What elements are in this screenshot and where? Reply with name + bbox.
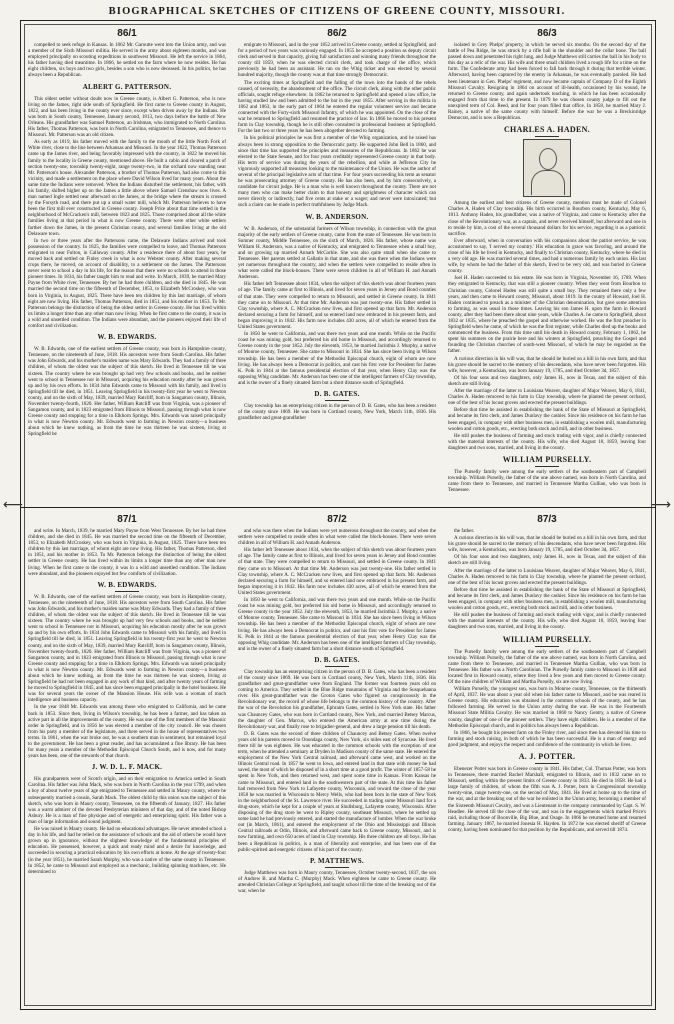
biography-heading: A. J. POTTER.: [448, 752, 646, 764]
biography-paragraph: This oldest settler without doubt now in Greene county, is Albert G. Patterson, who is now living on the James, right side south of Springfield. He first came to Greene county in August, 1822, and has been living in the county ever since, except when driven away by the Indians. He was born in South county, Tennessee, January second, 1813, two days before the battle of New Orleans. His grandfather was Samuel Patterson, an Irishman, who immigrated to North Carolina. His father, Thomas Patterson, was born in North Carolina, emigrated to Tennessee, and thence to Missouri. Mr. Patterson was an old citizen.: [28, 95, 226, 139]
biography-paragraph: A curious direction in his will was, that he should be buried on a hill in his own farm, and that his grave should be sacred to the memory of his descendants, who have never been forgotten. His wife, however, a Kentuckian, was born January 19, 1785, and died October 3d, 1857.: [448, 535, 646, 554]
biography-paragraph: W. B. Edwards, one of the earliest settlers of Greene county, was born in Hampshire county, Tennessee, on the nineteenth of June, 1818. His ancestors were from South Carolina. His father was John Edwards, and his mother's maiden name was Mary Edwards. They had a family of three children, of whom the oldest was the subject of this sketch. He lived in Tennessee till he was sixteen. The country where he was brought up had very few schools and books, and he neither went to school in Tennessee nor in Missouri, acquiring his education mostly after he was grown up and by his own efforts. In 1834 John Edwards came to Missouri with his family, and lived in Springfield till he died, in 1851. Leaving Springfield in his twenty-first year he went to Newton county, and on the sixth of May, 1839, married Mary Ratcliff, born in Sangamon county, Illinois, November twenty-fourth, 1820. Her father, William Ratcliff was from Virginia, was a pioneer of Sangamon county, and in 1823 emigrated from Illinois to Missouri, passing through what is now Greene county and stopping for a time in Elkhorn Springs. Mrs. Edwards was raised principally in what is now Newton county. Mr. Edwards went to farming in Newton county—a business about which he knew nothing, as from the time he was thirteen he was sixteen, living at Springfield he had not been engaged in any work of that kind, and after twenty years of farming he moved to Springfield in 1845, and has since been engaged principally in the hotel business. He was for several years the owner of the Mansion House. His wife was a woman of much intelligence and business capacity.: [28, 593, 226, 704]
column-86-2: [238, 28, 436, 502]
biography-paragraph: The Purselly family were among the early settlers of the southeastern part of Campbell township. William Purselly, the father of the one above named, was born in North Carolina, and came from there to Tennessee, and married in Tennessee Martha Gullian, who was born in Tennessee. His father was a North Carolinian. The Purselly family came to Missouri in 1838 and located first in Howard county, where they lived a few years and then moved to Greene county. Of the nine children of William and Martha Purselly, six are now living.: [448, 648, 646, 685]
biography-paragraph: In 1850 he went to California, and was there two years and one month. While on the Pacific coast he was mining gold, but preferred his old home in Missouri, and accordingly returned to Greene county in the year 1852. July the eleventh, 1853, he married Jacinthia J. Murphy, a native of Monroe county, Tennessee. She came to Missouri in 1834. She has since been living in Wilson township. He has been a member of the Methodist Episcopal church, eight of whom are now living. He has always been a Democrat in politics, and cast his first vote for President for James K. Polk in 1844 at the famous presidential election of that year, when Henry Clay was the opposing Whig candidate. Mr. Anderson has been one of the intelligent farmers of Clay township, and is the owner of a finely situated farm but a short distance south of Springfield.: [238, 331, 436, 386]
column-number: 86/2: [327, 28, 347, 39]
biography-paragraph: His grandparents were of Scotch origin, and on their emigration to America settled in South Carolina. His father was John Mack, who was born in North Carolina in the year 1799, and when a boy of about twelve years of age emigrated to Tennessee and settled in Maury county, where he subsequently married a cousin, Sarah Mack. The oldest child by this union was the subject of this sketch, who was born in Maury county, Tennessee, on the fifteenth of January, 1827. His father was a warm admirer of the devoted Presbyterian ministers of that day, and of the noted Bishop Asbury. He is a man of fine physique and of energetic and enterprising spirit. His father was a man of large information and sound judgment.: [28, 776, 226, 825]
biography-heading: CHARLES A. HADEN.: [448, 125, 646, 137]
biography-paragraph: He still pushes the business of farming and stock trading with vigor, and is chiefly connected with the material interests of the county. His wife, who died August 18, 1859, leaving four daughters and two sons, married, and living in the county.: [448, 612, 646, 631]
biography-heading: D. B. GATES.: [238, 656, 436, 667]
portrait-image: [523, 139, 571, 197]
biography-paragraph: After the marriage of the latter to Louisiana Weaver, daughter of Major Weaver, May 6, 1841, Charles A. Haden removed to his farm in Clay township, where he planted the present orchard, one of the best of his locust groves and erected the present buildings.: [448, 567, 646, 586]
biography-paragraph: His father left Tennessee about 1834, when the subject of this sketch was about fourteen years of age. The family came at first to Illinois, and lived for seven years in Jersey and Bond counties of that state. They were compelled to return to Missouri, and settled in Greene county. In 1841 they came on to Missouri. At that time Mr. Anderson was just twenty-one. His father settled in Clay township, where A. C. McCracken now lives, and first opened up that farm. Mr. Anderson declared securing a farm for himself, and so entered land now embraced in his present farm, and began improving it in 1842. His farm now includes 430 acres, all of which he entered from the United States government.: [238, 547, 436, 596]
biography-paragraph: In his political principles he was first a member of the Whig organization, and he raised has always been in strong opposition to the Democratic party. He supported John Bell in 1860, and since that time has supported the principles and measures of the Republicans. In 1862 he was elected to the State Senate, and for four years creditably represented Greene county in that body. His term of service was during the years of the rebellion, and while at Jefferson City he vigorously supported all measures looking to the maintenance of the Union. He was the author of several of the principal legislative acts of that time. For four years succeeding his term as senator he was prosecuting attorney of Greene county. He has also been, and by him consecutively, a candidate for circuit judge. He is a man who is well known throughout the county. There are not many men who can make better claim to that honesty and uprightness of character which can never directly or indirectly, had five cents at stake or a wager; and never were intoxicated; but such a claim can be made in perfect truthfulness by Judge Mack.: [238, 135, 436, 209]
biography-paragraph: emigrate to Missouri, and in the year 1852 arrived in Greene county, settled at Springfield, and for a period of two years was variously engaged. In 1855 he accepted a position as deputy circuit clerk and served in that capacity, giving full satisfaction and winning many friends throughout the county till 1859, when he was elected circuit clerk, and took charge of the office, which previously he had been an assistant. He ran on the Whig ticket and was elected by several hundred majority, though the county was at that time strongly Democratic.: [238, 42, 436, 79]
biography-paragraph: Among the earliest and best citizens of Greene county, mention must be made of Colonel Charles A. Haden of Clay township. His birth occurred in Bourbon county, Kentucky, May 6, 1813. Anthony Haden, his grandfather, was a native of Virginia, and came to Kentucky after the close of the Revolutionary war, as a captain, and never received himself, but afterward and one in to reside by him, a cost of the several thousand dollars for his service, regarding it as a patriotic sacrifice.: [448, 200, 646, 237]
biography-paragraph: In two or three years after the Pattersons came, the Delaware Indians arrived and took possession of the country. In 1825, the families were compelled to leave, and Thomas Patterson emigrated to near Fulton, in Callaway county. After a residence there of about four years, he moved back and settled on Finley creek in what is now Webster county. After making several crops there, he moved, on account of disability, to a settlement on the James. The Pattersons never went to school a day in his life, for the reason that there were no schools to attend in those pioneer times. In 1834, his father taught him to read and write. In March, 1839, he married Mary Payne from White river, Tennessee. By her he had three children, and she died in 1845. He was married the second time on the fifteenth of December, 1853, to Elizabeth McCroskey, who was born in Virginia, in August, 1825. There have been ten children by this last marriage, of whom eight are now living. His father, Thomas Patterson, died in 1851, and his mother in 1853. To Mr. Patterson belongs the distinction of being the oldest settler in Greene county. He has lived within its limits a longer time than any other man now living. When he first came to the county, it was in a wild and unsettled condition. The Indians were abundant, and the pioneers enjoyed their life of comfort and civilization.: [28, 237, 226, 330]
page-right-arrow-icon[interactable]: ⟶: [650, 497, 671, 513]
biography-paragraph: isolated in Grey Phelps' property, in which he served six months. On the second day of the battle of Pea Ridge, he was struck by a rifle ball in the shoulder and the collar bone. The ball passed down and penetrated his right lung, and Judge Matthews still carries the ball in his body to this day as a relic of the war. His wife and three small children lived a rough life for a time on the farm. The Confederate army had been forced to fall back through it during that terrible winter. Afterward, having been captured by the enemy in Arkansas, he was eventually paroled. He had been lieutenant in Gen. Phelps' regiment, and now became captain of Company D of the Eighth Missouri Cavalry. Resigning in 1864 on account of ill-health, occasioned by his wound, he returned to Greene county, and again undertook teaching, in which he has been occasionally engaged from that time to the present. In 1879 he was chosen county judge to fill out the unexpired term of Col. Reed, and for four years filled that office. In 1858, he married Mary J. Rainey, a native of the same county with himself. Before the war he was a Breckinridge Democrat, and is now a Republican.: [448, 42, 646, 122]
biography-paragraph: The exciting times at Springfield and the falling of the town into the hands of the rebels caused, of necessity, the abandonment of the office. The circuit clerk, along with the other public officials, sought refuge elsewhere. In 1862 he returned to Springfield and opened a law office, he having studied law and been admitted to the bar in the year 1855. After serving in the militia in 1862 and 1863, in the early part of 1864 he entered the regular volunteer service and became connected with the Forty-sixth Missouri Infantry, of which he was appointed. On the close of the war he returned to Springfield and resumed the practice of law. In 1866 he moved to his present farm in Clay township, though he is still often consulted in professional business at Springfield. For the last two or three years he has been altogether devoted to farming.: [238, 79, 436, 135]
biography-heading: P. MATTHEWS.: [238, 857, 436, 868]
biography-paragraph: and who was there when the Indians were yet numerous throughout the country, and when the settlers were compelled to reside often in what were called the block-houses. There were seven children in all of William H. and Annath Anderson.: [238, 528, 436, 547]
biography-heading: D. B. GATES.: [238, 390, 436, 401]
biography-paragraph: In the year 1848 Mr. Edwards was among those who emigrated to California, and he came back in 1853. Since then, living in Wilson's township, he has been a farmer, and has taken an active part in all the improvements of the county. He was one of the first members of the Masonic order in Springfield, and in 1856 he was elected a member of the city council. He was chosen from his party a member of the legislature, and there served in the house of representatives two terms. In 1861, when the war broke out, he was a southern man in sentiment, but remained loyal to the government. He has been a great reader, and has accumulated a fine library. He has been for many years a member of the Methodist Episcopal Church South, and is now, and for many years has been, one of the stewards of that church.: [28, 704, 226, 760]
biography-paragraph: Joel H. Haden succeeded to his estate. He was born in Virginia, November 16, 1789. When they emigrated to Kentucky, that was still a pioneer country. When they went from Bourbon to Christian county, Colonel Haden was still quite a small boy. They remained there only a few years, and then came to Howard county, Missouri, about 1819. In the county of Howard, Joel H. Haden continued to preach as a minister of the Christian denomination, but gave some attention to farming, as was usual in those times. Leaving his son James H. upon the farm in Howard county, after they had been there about nine years, while Charles A. he came to Springfield, about 1832 or 1835, where he preached the gospel and otherwise worked. He was the first preacher in Springfield when he came, of which he was the first register, while Charles died up the books and commenced the business. From this time until his death in Howard county, February 1, 1862, he spent his summers on the prairie here and his winters at Springfield, preaching the Gospel and founding the Christian churches of south-west Missouri, of which he may be regarded as the father.: [448, 275, 646, 355]
column-87-1: [28, 514, 226, 1002]
biography-paragraph: the father.: [454, 528, 475, 534]
biography-paragraph: He still pushes the business of farming and stock trading with vigor, and is chiefly connected with the material interests of the county. His wife, who died August 18, 1859, leaving four daughters and two sons, married, and living in the county.: [448, 432, 646, 451]
biography-paragraph: Judge Matthews was born in Maury county, Tennessee, October twenty-second, 1837, the son of Andrew B. and Martha C. (Murphy) Mack. When eighteen he came to Greene county. He attended Christian College at Springfield, and taught school till the time of the breaking out of the war, when he: [238, 869, 436, 894]
page-title: BIOGRAPHICAL SKETCHES OF CITIZENS OF GREENE COUNTY, MISSOURI.: [108, 6, 566, 17]
biography-paragraph: Clay township has an enterprising citizen in the person of D. B. Gates, who has been a resident of the county since 1869. He was born in Cortland county, New York, March 11th, 1836. His grandfather and great-grandfather: [238, 402, 436, 422]
biography-paragraph: Of his four sons and two daughters, only James H., now in Texas, and the subject of this sketch are still living.: [448, 554, 646, 567]
biography-heading: W. B. EDWARDS.: [28, 333, 226, 344]
biography-paragraph: Ebenezer Potter was born in Greene county in 1841. His father, Col. Thomas Potter, was born in Tennessee, there married Rachel Marshall, emigrated to Illinois, and in 1832 came on to Missouri, settling within the present limits of Greene county in 1833. He died in 1858. He had a large family of children, of whom the fifth was A. J. Potter, born in Congressional township twenty-nine, range twenty-one, on the second of May, 1841. He lived at home up to the time of the war, and at the breaking out of the war he enlisted in the Union army, becoming a member of the Sixteenth Missouri Cavalry, and was a Lieutenant in the company commanded by Capt. S. W. Headlee. He served till the close of the war, and was in the engagements which marked Price's raid, including those of Boonville, Big Blue, and Osage. In 1866 he returned home and resumed farming. January 1867, he married Jonesia H. Hayden. In 1872 he was elected sheriff of Greene county, having been nominated for that position by the Republicans, and served till 1874.: [448, 766, 646, 833]
biography-paragraph: In 1866, he bought his present farm on the Finley river, and since then has devoted his time to farming and stock raising, in both of which he has been successful. He is a man of energy and good judgment, and enjoys the respect and confidence of the community in which he lives.: [448, 729, 646, 748]
biography-paragraph: In 1850 he went to California, and was there two years and one month. While on the Pacific coast he was mining gold, but preferred his old home in Missouri, and accordingly returned to Greene county in the year 1852. July the eleventh, 1853, he married Jacinthia J. Murphy, a native of Monroe county, Tennessee. She came to Missouri in 1834. She has since been living in Wilson township. He has been a member of the Methodist Episcopal church, eight of whom are now living. He has always been a Democrat in politics, and cast his first vote for President for James K. Polk in 1844 at the famous presidential election of that year, when Henry Clay was the opposing Whig candidate. Mr. Anderson has been one of the intelligent farmers of Clay township, and is the owner of a finely situated farm but a short distance south of Springfield.: [238, 597, 436, 652]
biography-heading: WILLIAM PURSELLY.: [448, 455, 646, 467]
column-number: 86/1: [117, 28, 137, 39]
column-number: 87/3: [537, 514, 557, 525]
page-divider: [20, 507, 656, 508]
biography-heading: W. B. ANDERSON.: [238, 213, 436, 224]
biography-heading: W. B. EDWARDS.: [28, 581, 226, 592]
biography-paragraph: A curious direction in his will was, that he should be buried on a hill in his own farm, and that his grave should be sacred to the memory of his descendants, who have never been forgotten. His wife, however, a Kentuckian, was born January 19, 1785, and died October 3d, 1857.: [448, 355, 646, 374]
biography-paragraph: Before that time he assisted in establishing the bank of the State of Missouri at Springfield, and became its first clerk, and James Dunlavy the cashier. Since his residence on his farm he has been engaged, in company with other business men, in establishing a woolen mill, manufacturing woolen and cotton goods, etc., erecting both stock and mill, and in other business.: [448, 586, 646, 612]
biography-paragraph: He was raised in Maury county. He had no educational advantages. He never attended school a day in his life, and had he relied on the assistance of schools and the aid of others he would have grown up in ignorance, without the slightest knowledge of the fundamental principles of education. He possessed, however, a quick and ready mind and a desire for knowledge, and succeeded in securing a practical education by his own efforts at home. At the age of twenty-four (in the year 1851), he married Sarah Murphy, who was a native of the same county in Tennessee. In 1852, he came to Missouri and employed as a mechanic, building spinning machines, etc. He determined to: [28, 826, 226, 875]
column-number: 87/1: [117, 514, 137, 525]
column-number: 87/2: [327, 514, 347, 525]
biography-paragraph: After the marriage of the latter to Louisiana Weaver, daughter of Major Weaver, May 6, 1841, Charles A. Haden removed to his farm in Clay township, where he planted the present orchard, one of the best of his locust groves and erected the present buildings.: [448, 388, 646, 407]
biography-paragraph: Clay township has an enterprising citizen in the person of D. B. Gates, who has been a resident of the county since 1869. He was born in Cortland county, New York, March 11th, 1836. His grandfather and great-grandfather were from England. The former was fourteen years old on coming to America. They settled in the Blue Ridge mountains of Virginia and the Susquehanna river. His great-grandfather was the Groton Gates who figured so conspicuously in the Revolutionary war, the record of whose life belongs to the common history of the country. After the war of the Revolution his grandfather, Ephraim Gates, settled in New York state. His father was Chauncey Gates, who was born in Cortland county, New York, and married Betsey Marcus, the daughter of Gen. Marcus, who entered the American army at one time during the Revolutionary war, and finally rose to brigadier-general, and drew a large pension till his death.: [238, 668, 436, 730]
biography-paragraph: The Purselly family were among the early settlers of the southeastern part of Campbell township. William Purselly, the father of the one above named, was born in North Carolina, and came from there to Tennessee, and married in Tennessee Martha Gullian, who was born in Tennessee.: [448, 468, 646, 494]
biography-paragraph: and write. In March, 1839, he married Mary Payne from West Tennessee. By her he had three children, and she died in 1845. He was married the second time on the fifteenth of December, 1853, to Elizabeth McCroskey, who was born in Virginia, in August, 1825. There have been ten children by this last marriage, of whom eight are now living. His father, Thomas Patterson, died in 1851, and his mother in 1853. To Mr. Patterson belongs the distinction of being the oldest settler in Greene county. He has lived within its limits a longer time than any other man now living. When he first came to the county, it was in a wild and unsettled condition. The Indians were abundant, and the pioneers enjoyed but few comforts of civilization.: [28, 528, 226, 577]
portrait-head: [539, 148, 557, 170]
column-87-2: [238, 514, 436, 1002]
biography-paragraph: Before that time he assisted in establishing the bank of the State of Missouri at Springfield, and became its first clerk, and James Dunlavy the cashier. Since his residence on his farm he has been engaged, in company with other business men, in establishing a woolen mill, manufacturing woolen and cotton goods, etc., erecting both stock and mill, and in other business.: [448, 407, 646, 432]
biography-paragraph: W. B. Edwards, one of the earliest settlers of Greene county, was born in Hampshire county, Tennessee, on the nineteenth of June, 1818. His ancestors were from South Carolina. His father was John Edwards, and his mother's maiden name was Mary Edwards. They had a family of three children, of whom the oldest was the subject of this sketch. He lived in Tennessee till he was sixteen. The country where he was brought up had very few schools and books, and he neither went to school in Tennessee nor in Missouri, acquiring his education mostly after he was grown up and by his own efforts. In 1834 John Edwards came to Missouri with his family, and lived in Springfield till he died, in 1851. Leaving Springfield in his twenty-first year he went to Newton county, and on the sixth of May, 1839, married Mary Ratcliff, born in Sangamon county, Illinois, November twenty-fourth, 1820. Her father, William Ratcliff was from Virginia, was a pioneer of Sangamon county, and in 1823 emigrated from Illinois to Missouri, passing through what is now Greene county and stopping for a time in Elkhorn Springs. Mrs. Edwards was raised principally in what is now Newton county. Mr. Edwards went to farming in Newton county—a business about which he knew nothing, as from the time he was thirteen he was sixteen, living at Springfield he: [28, 346, 226, 438]
column-87-3: [448, 514, 646, 1002]
column-number: 86/3: [537, 28, 557, 39]
column-86-1: [28, 28, 226, 502]
portrait-torso: [531, 170, 565, 195]
biography-paragraph: As early as 1819, his father moved with the family to the mouth of the little North Fork of White river, close to the line between Arkansas and Missouri. In the year 1822, Thomas Patterson came up the James river, and being favorably impressed with the country, in 1822 he moved his family to the locality in Greene county, mentioned above. He built a cabin and cleared a patch of section twenty-one, township twenty-eight, range twenty-two, in the orchard now standing near Mr. Patterson's house. Alexander Patterson, a brother of Thomas Patterson, had also come to this vicinity, and made a settlement on the place where David Wilson lived for many years. About the same time the Indians were removed. When the Indians disturbed the settlement, his father, with his family, shifted higher up on the James a little above where Samuel Crenshaw now lives. A man named Ingle settled near afterward on the James, at the bridge where the stream is crossed by the Forsyth road, and there put up a small water mill, which Mr. Patterson believes to have been the first mill ever constructed in Greene county. Joseph Price about that time settled in the neighborhood of McCracken's mill, between 1823 and 1825. Those comprised about all the white families living at that period in what is now Greene county. There were other white settlers farther down the James, in the present Christian county, and several families living at the old Delaware town.: [28, 139, 226, 237]
page-left-arrow-icon[interactable]: ⟵: [3, 497, 24, 513]
biography-paragraph: Of his four sons and two daughters, only James H., now in Texas, and the subject of this sketch are still living.: [448, 374, 646, 387]
biography-heading: J. W. D. L. F. MACK.: [28, 763, 226, 774]
biography-heading: ALBERT G. PATTERSON.: [28, 83, 226, 94]
biography-heading: WILLIAM PURSELLY.: [448, 635, 646, 647]
biography-paragraph: Ever afterward, when in conversation with his companions about the patriot service, he was accustomed to say, 'I served my country.' His education in grace was favoring, and around the close of his life he lived in Kentucky, and finally to Christian county, Kentucky, where he died in a very old age. He was married several times, and had a numerous family by each union. His last wife, by whom he had the father of this sketch, lived to be very old, and was buried in Greene county.: [448, 237, 646, 275]
biography-paragraph: W. B. Anderson, of the substantial farmers of Wilson township, in connection with the great majority of the early settlers of Greene county, came from the state of Tennessee. He was born in Sumner county, Middle Tennessee, on the sixth of March, 1826. His father, whose name was William H. Anderson, was a native of Kentucky, and emigrated to Tennessee when a small boy, and on growing up married Annath McCorkle. She was also quite small when she came to Tennessee. Her parents settled at Gallatin in that state, and she was there when the Indians were yet numerous throughout the country, and when the settlers were compelled to reside often in what were called the block-houses. There were seven children in all of William H. and Annath Anderson.: [238, 225, 436, 281]
biography-paragraph: William Purselly, the youngest son, was born in Monroe county, Tennessee, on the thirteenth of April, 1837. He was about a year old when his father came to Missouri, and he was reared in Greene county. His education was obtained in the common schools of the county, and he has followed farming. He served in the Union army during the war. He was in the Fourteenth Missouri State Militia Cavalry. He was married in 1860 to Nancy Gentry, a native of Greene county, daughter of one of the pioneer settlers. They have eight children. He is a member of the Methodist Episcopal church, and in politics has always been a Republican.: [448, 686, 646, 729]
biography-paragraph: D. B. Gates was the second of three children of Chauncey and Betsey Gates. When twelve years old his parents moved to Onondaga county, New York, six miles east of Syracuse. He lived there till he was eighteen. He was educated in the common schools with the exception of one term, when he attended a seminary at Dryden in Madison county of the same state. He entered the employment of the New York Central railroad, and afterward came west, and worked on the Illinois Central road. In 1857 he went to Iowa, and entered land in that state with money he had saved, the most of which he disposed of in a short time at a good profit. The winter of 1857-58 he spent in New York, and then returned west, and spent some time in Kansas. From Kansas he came to Missouri, and entered land in the southwestern part of the state. At this time his father had removed from New York to Lafayette county, Wisconsin, and toward the close of the year 1858 he was married in Wisconsin to Mercy Wells, who had been born in the state of New York in the neighborhood of the St. Lawrence river. He succeeded in trading some Missouri land for a drug-store, which he kept for a couple of years at Shullsburg, Lafayette county, Wisconsin. After disposing of the drug store he went to Ripley county, southeast Missouri, where he settled up some land he had previously entered, and started the manufacture of lumber. When the war broke out (in March, 1861), and entered the employment of the Ohio and Mississippi and Illinois Central railroads at Odin, Illinois, and afterward came back to Greene county, Missouri, and is now farming, and own 650 acres of land in Clay township. His three children are all boys. He has been a Republican in politics, is a man of liberality and enterprise, and has been one of the public-spirited and energetic citizens of his part of the county.: [238, 730, 436, 853]
column-86-3: [448, 28, 646, 502]
biography-paragraph: compelled to seek refuge in Kansas. In 1862 Mr. Garoutte went into the Union army, and was a member of the Sixth Missouri militia. He served in the army about eighteen months, and was employed principally on scouting expeditions in southwest Missouri. He left the service in 1864, his father having died meantime. In 1866, he settled on the farm where he now resides. He has eight children, six boys and two girls, besides a son who is now deceased. In his politics, he has always been a Republican.: [28, 42, 226, 79]
biography-paragraph: His father left Tennessee about 1834, when the subject of this sketch was about fourteen years of age. The family came at first to Illinois, and lived for seven years in Jersey and Bond counties of that state. They were compelled to return to Missouri, and settled in Greene county. In 1841 they came on to Missouri. At that time Mr. Anderson was just twenty-one. His father settled in Clay township, where A. C. McCracken now lives, and first opened up that farm. Mr. Anderson declared securing a farm for himself, and so entered land now embraced in his present farm, and began improving it in 1842. His farm now includes 430 acres, all of which he entered from the United States government.: [238, 281, 436, 331]
